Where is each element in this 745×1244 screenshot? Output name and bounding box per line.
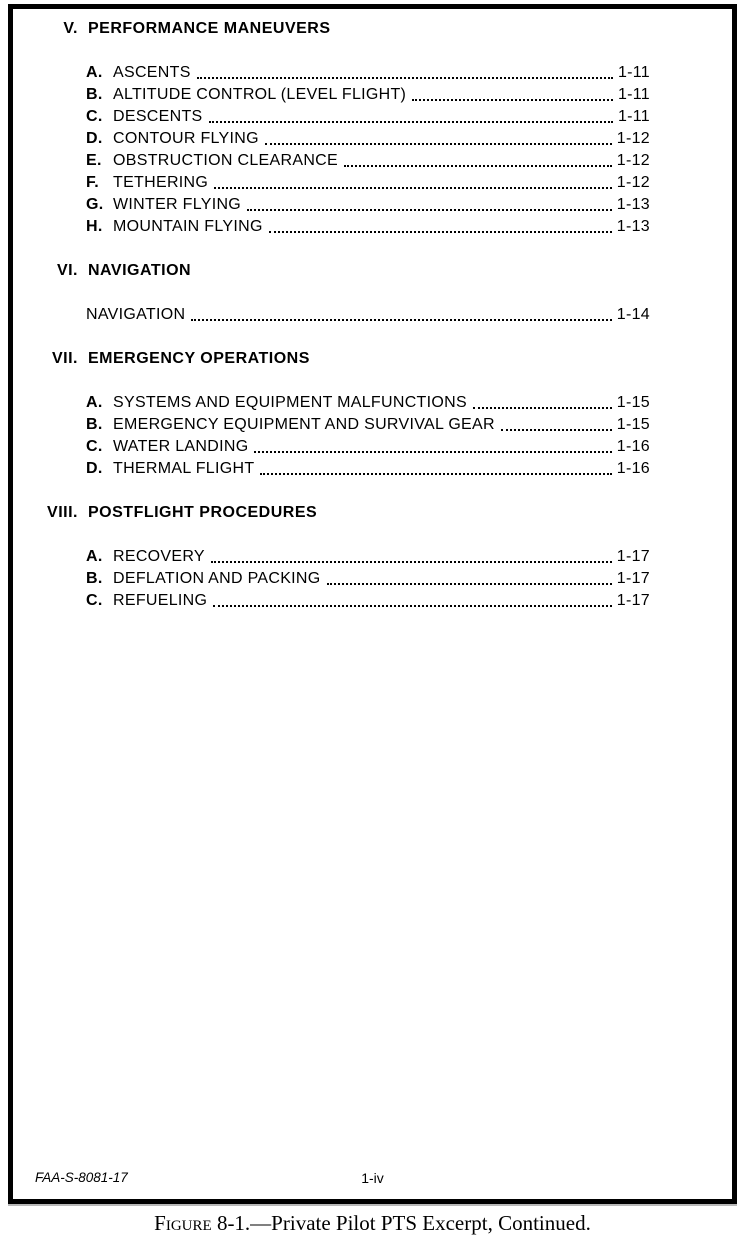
section-numeral: VI.: [56, 262, 78, 279]
toc-item: [86, 546, 650, 568]
item-label: DESCENTS: [113, 108, 203, 125]
item-page-number: 1-13: [616, 196, 650, 213]
item-page-number: 1-16: [616, 460, 650, 477]
item-label: TETHERING: [113, 174, 209, 191]
dot-leader: [265, 143, 612, 145]
section-items: [86, 304, 650, 326]
figure-caption: [0, 1210, 745, 1236]
section-title: EMERGENCY OPERATIONS: [88, 350, 310, 367]
item-letter: H.: [86, 218, 103, 235]
toc-item: [86, 392, 650, 414]
toc: [13, 18, 650, 612]
item-page-number: 1-11: [617, 108, 650, 125]
toc-item: [86, 414, 650, 436]
section-items: [86, 546, 650, 612]
toc-section: [13, 348, 650, 480]
item-letter: B.: [86, 570, 103, 587]
section-numeral: VIII.: [47, 504, 78, 521]
item-letter: B.: [86, 86, 103, 103]
item-letter: B.: [86, 416, 103, 433]
item-page-number: 1-12: [616, 152, 650, 169]
toc-item: [86, 150, 650, 172]
dot-leader: [214, 187, 612, 189]
dot-leader: [254, 451, 611, 453]
item-page-number: 1-17: [616, 548, 650, 565]
item-letter: F.: [86, 174, 100, 191]
toc-item: [86, 436, 650, 458]
dot-leader: [269, 231, 612, 233]
section-items: [86, 392, 650, 480]
item-label: ASCENTS: [113, 64, 191, 81]
document-page-frame: [8, 4, 737, 1204]
dot-leader: [412, 99, 613, 101]
section-numeral: VII.: [51, 350, 78, 367]
dot-leader: [209, 121, 613, 123]
item-page-number: 1-17: [616, 592, 650, 609]
item-page-number: 1-11: [617, 86, 650, 103]
toc-item: [86, 84, 650, 106]
section-numeral: V.: [63, 20, 78, 37]
item-letter: E.: [86, 152, 102, 169]
toc-item: [86, 458, 650, 480]
section-title: NAVIGATION: [88, 262, 192, 279]
item-label: WINTER FLYING: [113, 196, 242, 213]
item-label: WATER LANDING: [113, 438, 249, 455]
section-heading: [13, 260, 650, 282]
page-footer: [13, 1169, 732, 1187]
item-letter: C.: [86, 438, 103, 455]
section-title: POSTFLIGHT PROCEDURES: [88, 504, 318, 521]
item-letter: A.: [86, 394, 103, 411]
dot-leader: [211, 561, 612, 563]
item-label: MOUNTAIN FLYING: [113, 218, 263, 235]
section-heading: [13, 348, 650, 370]
toc-section: [13, 18, 650, 238]
figure-caption-label: Figure: [154, 1211, 212, 1235]
toc-item: [86, 304, 650, 326]
item-page-number: 1-17: [616, 570, 650, 587]
item-label: EMERGENCY EQUIPMENT AND SURVIVAL GEAR: [113, 416, 495, 433]
toc-item: [86, 568, 650, 590]
section-heading: [13, 18, 650, 40]
item-label: DEFLATION AND PACKING: [113, 570, 321, 587]
item-label: RECOVERY: [113, 548, 205, 565]
item-label: SYSTEMS AND EQUIPMENT MALFUNCTIONS: [113, 394, 467, 411]
toc-item: [86, 590, 650, 612]
item-letter: A.: [86, 548, 103, 565]
item-label: OBSTRUCTION CLEARANCE: [113, 152, 338, 169]
footer-doc-id: FAA-S-8081-17: [35, 1170, 128, 1185]
item-letter: C.: [86, 592, 103, 609]
toc-item: [86, 172, 650, 194]
item-page-number: 1-11: [617, 64, 650, 81]
item-label: CONTOUR FLYING: [113, 130, 259, 147]
section-heading: [13, 502, 650, 524]
section-title: PERFORMANCE MANEUVERS: [88, 20, 331, 37]
item-letter: D.: [86, 130, 103, 147]
dot-leader: [327, 583, 612, 585]
section-items: [86, 62, 650, 238]
dot-leader: [213, 605, 611, 607]
item-letter: C.: [86, 108, 103, 125]
item-page-number: 1-14: [616, 306, 650, 323]
dot-leader: [197, 77, 613, 79]
toc-item: [86, 62, 650, 84]
dot-leader: [247, 209, 612, 211]
item-label: ALTITUDE CONTROL (LEVEL FLIGHT): [113, 86, 407, 103]
item-label: THERMAL FLIGHT: [113, 460, 255, 477]
toc-item: [86, 216, 650, 238]
item-page-number: 1-15: [616, 416, 650, 433]
item-letter: G.: [86, 196, 104, 213]
toc-item: [86, 128, 650, 150]
dot-leader: [344, 165, 612, 167]
item-label: NAVIGATION: [86, 306, 186, 323]
item-page-number: 1-12: [616, 174, 650, 191]
dot-leader: [260, 473, 611, 475]
item-page-number: 1-16: [616, 438, 650, 455]
toc-section: [13, 260, 650, 326]
dot-leader: [191, 319, 611, 321]
item-label: REFUELING: [113, 592, 208, 609]
item-page-number: 1-15: [616, 394, 650, 411]
dot-leader: [501, 429, 612, 431]
item-letter: A.: [86, 64, 103, 81]
item-page-number: 1-12: [616, 130, 650, 147]
item-letter: D.: [86, 460, 103, 477]
toc-item: [86, 194, 650, 216]
dot-leader: [473, 407, 612, 409]
toc-section: [13, 502, 650, 612]
footer-page-number: 1-iv: [361, 1170, 384, 1186]
item-page-number: 1-13: [616, 218, 650, 235]
figure-caption-text: 8-1.—Private Pilot PTS Excerpt, Continued.: [211, 1211, 591, 1235]
toc-item: [86, 106, 650, 128]
